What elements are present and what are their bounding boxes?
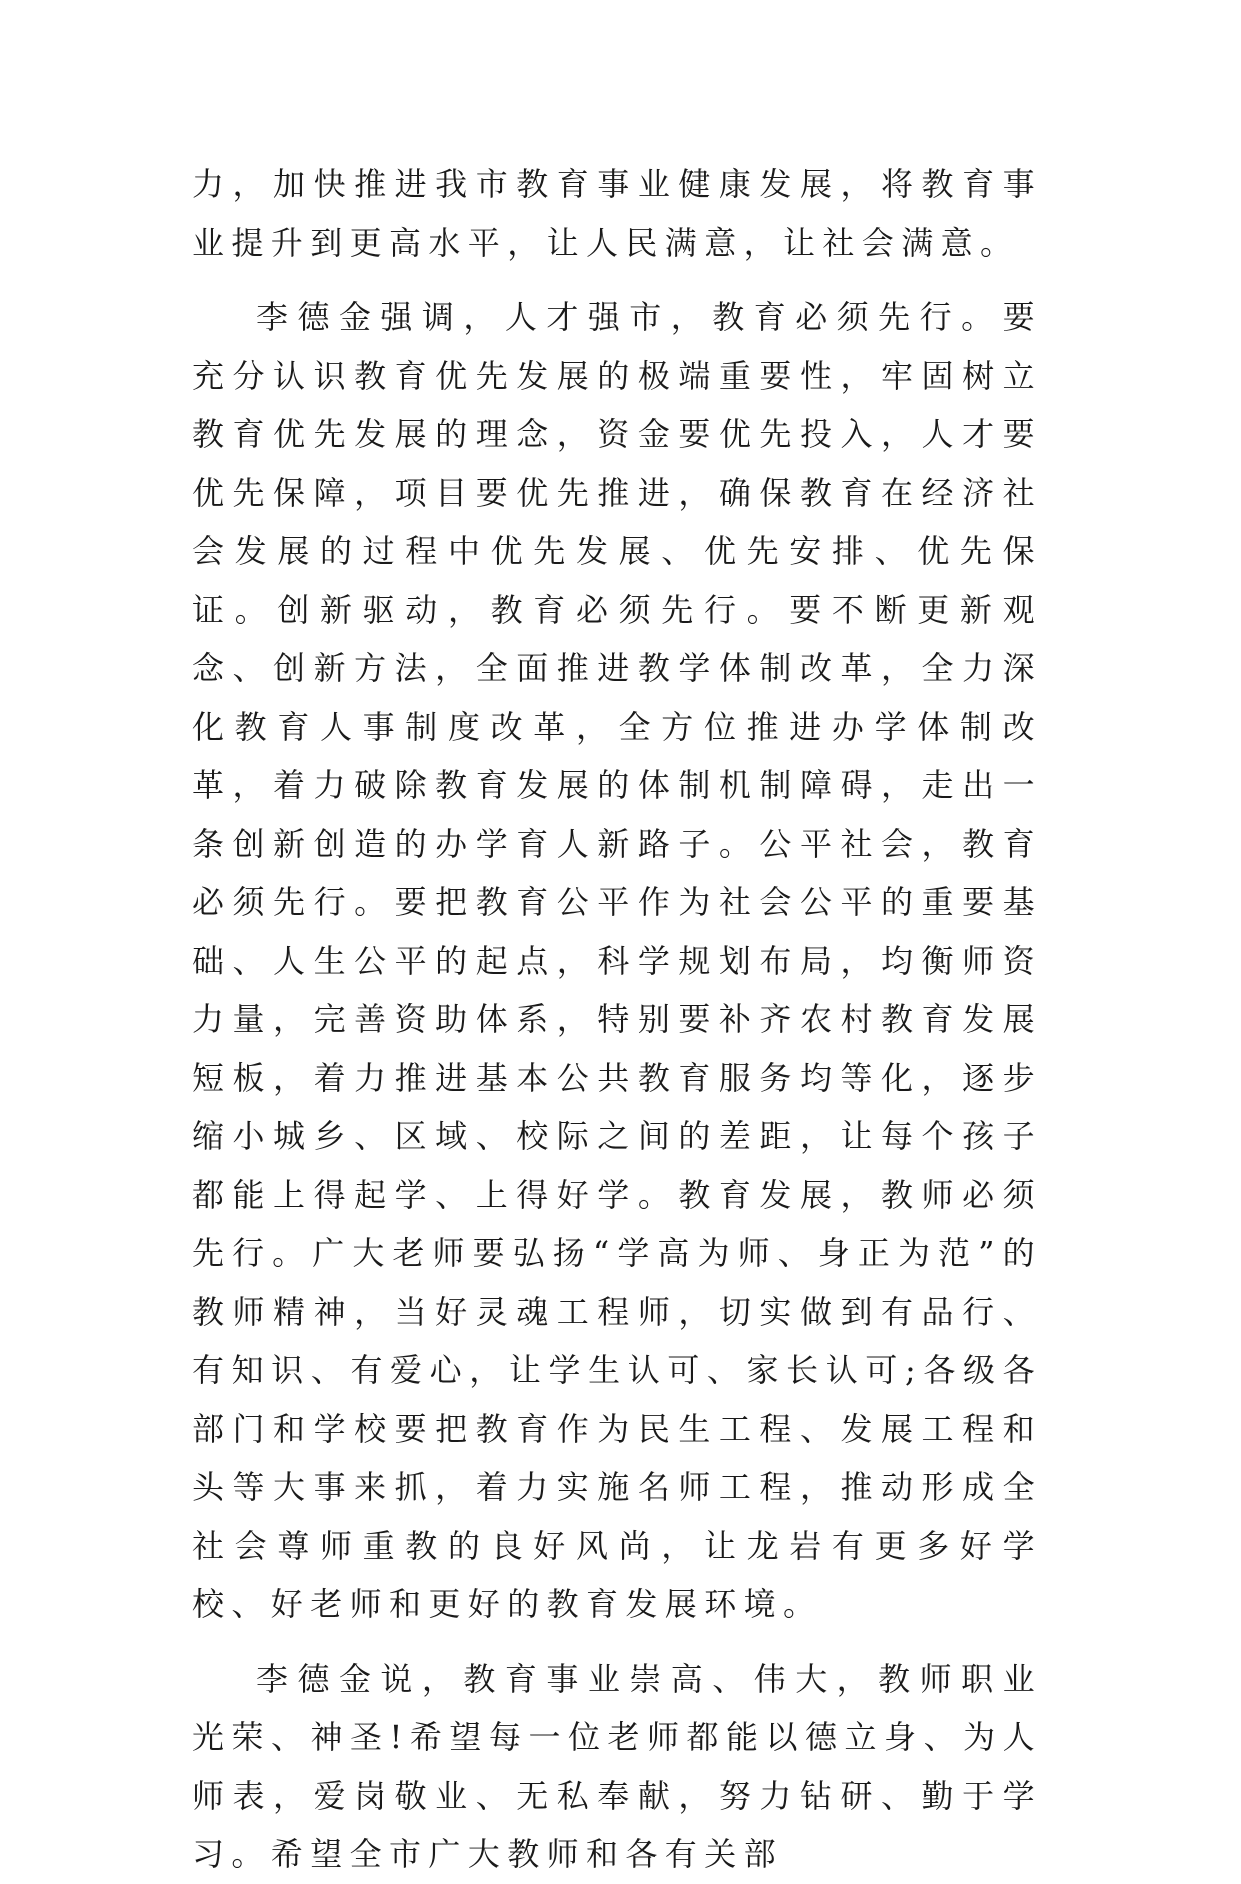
paragraph-education-priorities: 李德金强调，人才强市，教育必须先行。要充分认识教育优先发展的极端重要性，牢固树立教育优先发展的理念，资金要优先投入，人才要优先保障，项目要优先推进，确保教育在经济社会发展的过程中优先发展、优先安排、优先保证。创新驱动，教育必须先行。要不断更新观念、创新方法，全面推进教学体制改革，全力深化教育人事制度改革，全方位推进办学体制改革，着力破除教育发展的体制机制障碍，走出一条创新创造的办学育人新路子。公平社会，教育必须先行。要把教育公平作为社会公平的重要基础、人生公平的起点，科学规划布局，均衡师资力量，完善资助体系，特别要补齐农村教育发展短板，着力推进基本公共教育服务均等化，逐步缩小城乡、区域、校际之间的差距，让每个孩子都能上得起学、上得好学。教育发展，教师必须先行。广大老师要弘扬“学高为师、身正为范”的教师精神，当好灵魂工程师，切实做到有品行、有知识、有爱心，让学生认可、家长认可;各级各部门和学校要把教育作为民生工程、发展工程和头等大事来抓，着力实施名师工程，推动形成全社会尊师重教的良好风尚，让龙岩有更多好学校、好老师和更好的教育发展环境。 bbox=[192, 298, 1042, 1623]
paragraph-continued: 力，加快推进我市教育事业健康发展，将教育事业提升到更高水平，让人民满意，让社会满意。 bbox=[192, 165, 1042, 262]
paragraph-teacher-expectations: 李德金说，教育事业崇高、伟大，教师职业光荣、神圣!希望每一位老师都能以德立身、为人师表，爱岗敬业、无私奉献，努力钻研、勤于学习。希望全市广大教师和各有关部 bbox=[192, 1659, 1042, 1873]
document-body bbox=[192, 155, 1042, 1884]
